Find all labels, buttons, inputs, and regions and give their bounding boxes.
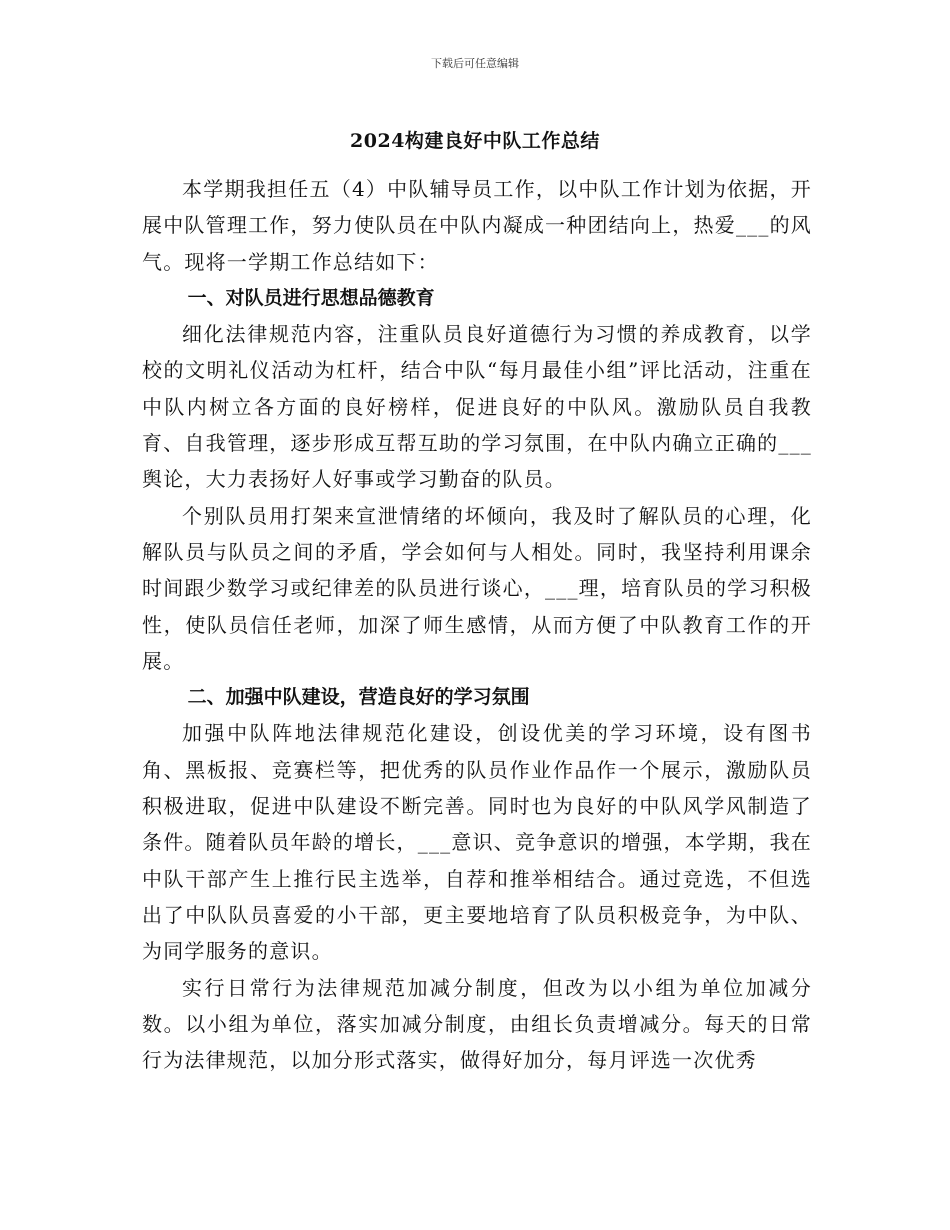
- section-1-paragraph-1: 细化法律规范内容，注重队员良好道德行为习惯的养成教育，以学校的文明礼仪活动为杠杆，结合中队“每月最佳小组”评比活动，注重在中队内树立各方面的良好榜样，促进良好的中队风。激励队员自我教育、自我管理，逐步形成互帮互助的学习氛围，在中队内确立正确的___舆论，大力表扬好人好事或学习勤奋的队员。: [142, 322, 812, 492]
- section-1-heading: 一、对队员进行思想品德教育: [187, 286, 435, 309]
- section-2-paragraph-1: 加强中队阵地法律规范化建设，创设优美的学习环境，设有图书角、黑板报、竞赛栏等，把优秀的队员作业作品作一个展示，激励队员积极进取，促进中队建设不断完善。同时也为良好的中队风学风制造了条件。随着队员年龄的增长，___意识、竞争意识的增强，本学期，我在中队干部产生上推行民主选举，自荐和推举相结合。通过竞选，不但选出了中队队员喜爱的小干部，更主要地培育了队员积极竞争，为中队、为同学服务的意识。: [142, 721, 812, 964]
- document-title: 2024构建良好中队工作总结: [350, 130, 600, 152]
- document-body: [142, 171, 812, 1078]
- intro-paragraph: 本学期我担任五（4）中队辅导员工作，以中队工作计划为依据，开展中队管理工作，努力使队员在中队内凝成一种团结向上，热爱___的风气。现将一学期工作总结如下：: [142, 177, 812, 274]
- section-2-paragraph-2: 实行日常行为法律规范加减分制度，但改为以小组为单位加减分数。以小组为单位，落实加减分制度，由组长负责增减分。每天的日常行为法律规范，以加分形式落实，做得好加分，每月评选一次优秀: [142, 975, 812, 1073]
- header-note: 下载后可任意编辑: [431, 57, 519, 70]
- section-1-paragraph-2: 个别队员用打架来宣泄情绪的坏倾向，我及时了解队员的心理，化解队员与队员之间的矛盾，学会如何与人相处。同时，我坚持利用课余时间跟少数学习或纪律差的队员进行谈心，___理，培育队员的学习积极性，使队员信任老师，加深了师生感情，从而方便了中队教育工作的开展。: [142, 503, 812, 673]
- section-2-heading: 二、加强中队建设，营造良好的学习氛围: [187, 686, 530, 709]
